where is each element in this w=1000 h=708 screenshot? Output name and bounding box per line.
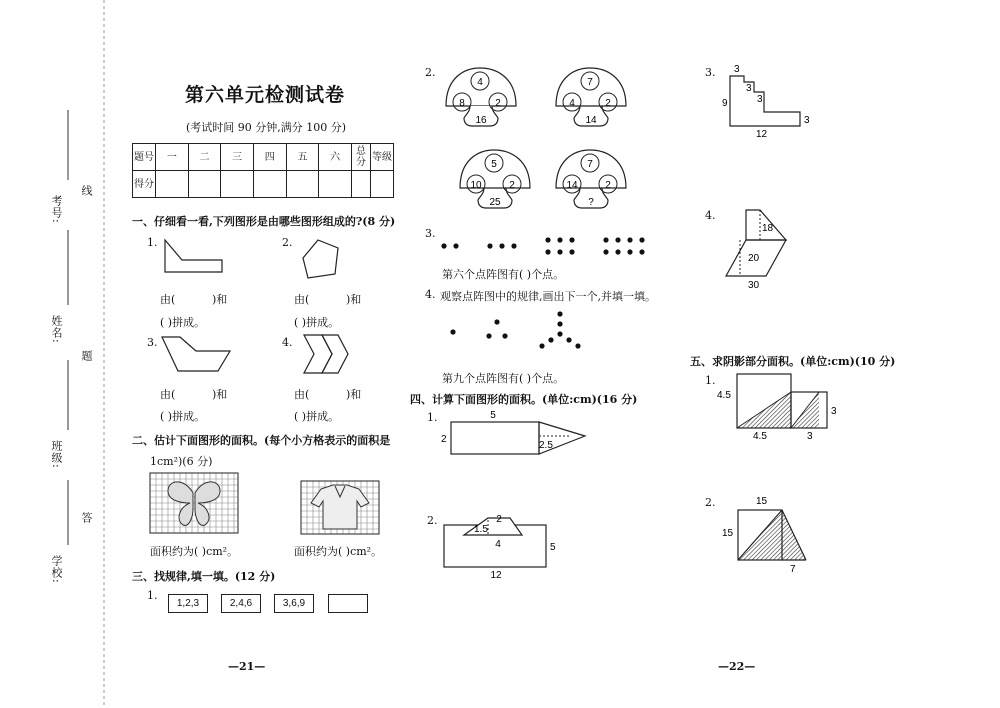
mushroom-1 (442, 66, 520, 136)
s4-f4-label-b: 20 (748, 253, 760, 264)
s4-figure1-rect-triangle (435, 408, 595, 458)
s5-f2-label-b: 15 (722, 528, 734, 539)
s1-item2-he: )和 (346, 293, 362, 306)
s5-f1-number: 1. (705, 374, 716, 387)
seal-xian: 线 (80, 185, 93, 197)
s1-shape1 (160, 238, 230, 278)
s4-f3-label-c: 3 (757, 94, 763, 105)
s1-item3-number: 3. (147, 336, 158, 349)
mushroom-4-right: 2 (605, 180, 611, 191)
s4-f3-label-d: 9 (722, 98, 728, 109)
s4-figure3-l-shape (720, 62, 830, 142)
mushroom-4 (552, 148, 630, 218)
s2-answer1: 面积约为( )cm²。 (150, 545, 239, 558)
table-cell: 二 (188, 144, 221, 171)
s1-item3-you: 由( (160, 388, 176, 401)
mushroom-1-stem: 16 (475, 115, 487, 126)
s5-figure1-shaded-squares (715, 370, 855, 445)
s2-answer2: 面积约为( )cm²。 (294, 545, 383, 558)
score-cell[interactable] (286, 171, 319, 198)
s4-f2-label-a: 2 (496, 514, 502, 525)
score-cell[interactable] (221, 171, 254, 198)
s5-f2-label-c: 7 (790, 564, 796, 575)
s4-f4-label-a: 18 (762, 223, 774, 234)
school-label: 学校: (50, 555, 63, 584)
sweater-grid-figure (301, 481, 381, 536)
s4-f2-number: 2. (427, 514, 438, 527)
section3-heading: 三、找规律,填一填。(12 分) (132, 570, 276, 583)
seal-da: 答 (80, 512, 93, 524)
mushroom-2 (552, 66, 630, 136)
mushroom-2-left: 4 (569, 98, 575, 109)
score-table-score-row (133, 171, 394, 198)
s1-shape4 (300, 333, 355, 378)
mushroom-3-top: 5 (491, 159, 497, 170)
s3-item4-text: 第九个点阵图有( )个点。 (442, 372, 565, 385)
table-cell: 四 (253, 144, 286, 171)
s3-item4-number: 4. (425, 288, 436, 301)
score-cell[interactable] (253, 171, 286, 198)
s4-figure4-trapezoid (720, 206, 810, 291)
s1-item4-he: )和 (346, 388, 362, 401)
s5-f1-label-c: 3 (831, 406, 837, 417)
s1-shape3 (160, 335, 235, 375)
mushroom-4-left: 14 (566, 180, 578, 191)
mushroom-4-stem: ? (588, 197, 594, 208)
table-cell: 得分 (133, 171, 156, 198)
class-label: 班级: (50, 440, 63, 469)
pattern-answer-box[interactable] (328, 594, 368, 613)
s4-f3-label-b: 3 (746, 83, 752, 94)
s4-f1-label-c: 2.5 (539, 440, 553, 451)
s3-item4-question: 观察点阵图中的规律,画出下一个,并填一填。 (440, 290, 656, 303)
table-cell: 题号 (133, 144, 156, 171)
s4-f3-label-a: 3 (734, 64, 740, 75)
mushroom-3-right: 2 (509, 180, 515, 191)
dot-arrays-item4 (445, 310, 585, 355)
mushroom-2-stem: 14 (585, 115, 597, 126)
pattern-box: 1,2,3 (168, 594, 208, 613)
section5-heading: 五、求阴影部分面积。(单位:cm)(10 分) (690, 355, 896, 368)
seal-ti: 题 (80, 350, 93, 362)
section2-heading: 二、估计下面图形的面积。(每个小方格表示的面积是 (132, 434, 391, 447)
s4-f2-label-d: 5 (550, 542, 556, 553)
mushroom-3-left: 10 (470, 180, 482, 191)
score-cell[interactable] (188, 171, 221, 198)
section1-heading: 一、仔细看一看,下列图形是由哪些图形组成的?(8 分) (132, 215, 396, 228)
s4-f4-label-c: 30 (748, 280, 760, 291)
s1-item3-pin: ( )拼成。 (160, 410, 206, 423)
s5-f2-label-a: 15 (756, 496, 768, 507)
s5-f1-label-d: 3 (807, 431, 813, 442)
s3-item3-number: 3. (425, 227, 436, 240)
mushroom-1-right: 2 (495, 98, 501, 109)
s4-f1-label-a: 5 (490, 410, 496, 421)
s4-f3-label-e: 3 (804, 115, 810, 126)
score-table (132, 143, 394, 198)
s5-f1-label-a: 4.5 (717, 390, 731, 401)
page-subtitle: (考试时间 90 分钟,满分 100 分) (186, 121, 347, 134)
section2-heading-cont: 1cm²)(6 分) (150, 455, 213, 468)
mushroom-2-top: 7 (587, 77, 593, 88)
s4-f1-number: 1. (427, 411, 438, 424)
butterfly-grid-figure (150, 473, 240, 535)
s1-item1-pin: ( )拼成。 (160, 316, 206, 329)
s5-f1-label-b: 4.5 (753, 431, 767, 442)
table-cell: 三 (221, 144, 254, 171)
exam-number-label: 考号: (50, 195, 63, 224)
mushroom-2-right: 2 (605, 98, 611, 109)
page-title: 第六单元检测试卷 (185, 84, 346, 106)
mushroom-1-top: 4 (477, 77, 483, 88)
s1-item2-pin: ( )拼成。 (294, 316, 340, 329)
score-cell[interactable] (371, 171, 394, 198)
mushroom-4-top: 7 (587, 159, 593, 170)
s4-f3-label-f: 12 (756, 129, 768, 140)
s1-shape2 (300, 238, 350, 283)
s1-item2-you: 由( (294, 293, 310, 306)
s5-f2-number: 2. (705, 496, 716, 509)
mushroom-3-stem: 25 (489, 197, 501, 208)
mushroom-3 (456, 148, 534, 218)
page-number-left: —21— (228, 660, 266, 673)
s4-f4-number: 4. (705, 209, 716, 222)
s1-item4-you: 由( (294, 388, 310, 401)
s3-item2-number: 2. (425, 66, 436, 79)
table-cell: 一 (156, 144, 189, 171)
score-cell[interactable] (352, 171, 371, 198)
pattern-box: 2,4,6 (221, 594, 261, 613)
s4-f1-label-b: 2 (441, 434, 447, 445)
s3-item1-number: 1. (147, 589, 158, 602)
page-number-right: —22— (718, 660, 756, 673)
s4-figure2-rect-trapezoid (440, 510, 570, 580)
s1-item3-he: )和 (212, 388, 228, 401)
s1-item4-number: 4. (282, 336, 293, 349)
s1-item1-he: )和 (212, 293, 228, 306)
s5-figure2-shaded-triangle (720, 494, 830, 574)
pattern-box: 3,6,9 (274, 594, 314, 613)
s4-f2-label-b: 1.5 (474, 524, 488, 535)
score-cell[interactable] (319, 171, 352, 198)
dot-arrays-item3 (440, 236, 680, 261)
section4-heading: 四、计算下面图形的面积。(单位:cm)(16 分) (410, 393, 638, 406)
score-cell[interactable] (156, 171, 189, 198)
s4-f2-label-c: 4 (495, 539, 501, 550)
s1-item4-pin: ( )拼成。 (294, 410, 340, 423)
name-label: 姓名: (50, 315, 63, 344)
mushroom-1-left: 8 (459, 98, 465, 109)
score-table-header-row (133, 144, 394, 171)
s4-f3-number: 3. (705, 66, 716, 79)
binding-margin (0, 0, 110, 708)
s4-f2-label-e: 12 (490, 570, 502, 581)
s1-item2-number: 2. (282, 236, 293, 249)
s1-item1-number: 1. (147, 236, 158, 249)
table-cell: 五 (286, 144, 319, 171)
s3-item3-text: 第六个点阵图有( )个点。 (442, 268, 565, 281)
table-cell: 等级 (371, 144, 394, 171)
table-cell: 六 (319, 144, 352, 171)
s1-item1-you: 由( (160, 293, 176, 306)
table-cell: 总分 (352, 144, 371, 171)
